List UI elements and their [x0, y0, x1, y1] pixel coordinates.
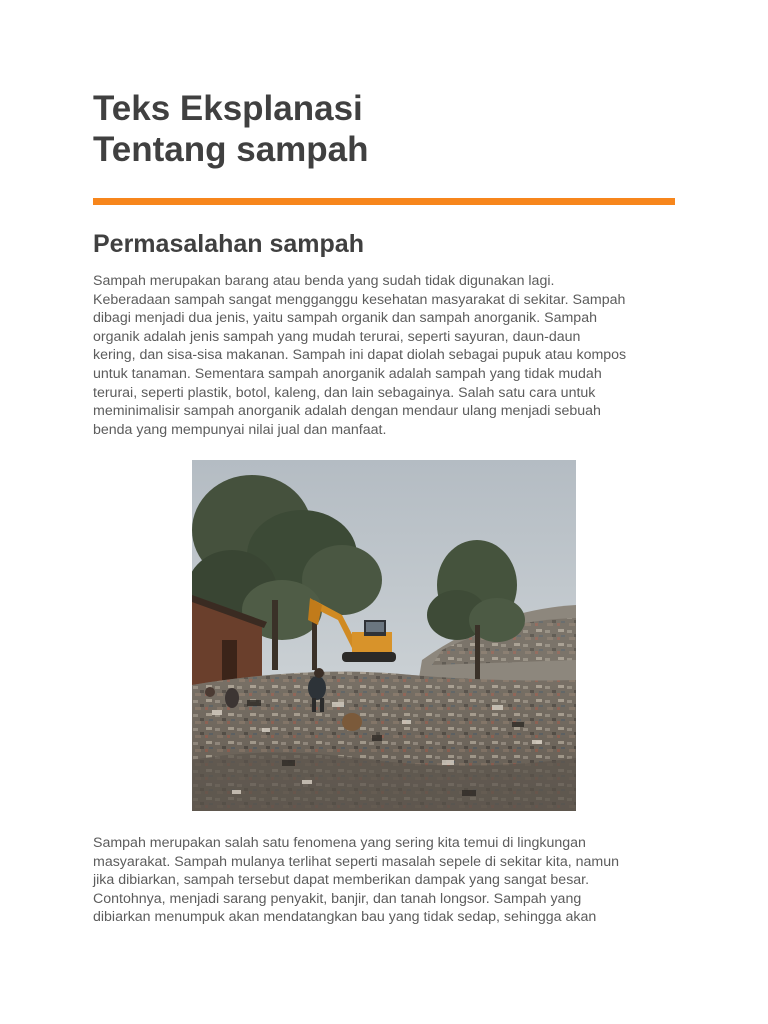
text-line: Sampah merupakan salah satu fenomena yang sering kita temui di lingkungan: [93, 835, 586, 851]
text-line: benda yang mempunyai nilai jual dan manfaat.: [93, 421, 387, 438]
text-line: dibagi menjadi dua jenis, yaitu sampah organik dan sampah anorganik. Sampah: [93, 310, 597, 327]
title-line: Teks Eksplanasi: [93, 89, 363, 128]
text-line: dibiarkan menumpuk akan mendatangkan bau yang tidak sedap, sehingga akan: [93, 909, 597, 926]
paragraph-continued: [93, 834, 683, 927]
accent-divider: [93, 198, 675, 205]
text-line: Sampah merupakan barang atau benda yang sudah tidak digunakan lagi.: [93, 273, 555, 289]
text-line: meminimalisir sampah anorganik adalah dengan mendaur ulang menjadi sebuah: [93, 403, 601, 420]
title-line: Tentang sampah: [93, 130, 369, 169]
paragraph-intro: [93, 272, 683, 439]
text-line: terurai, seperti plastik, botol, kaleng, dan lain sebagainya. Salah satu cara untuk: [93, 384, 596, 401]
landfill-photo: [192, 460, 576, 811]
text-line: Keberadaan sampah sangat mengganggu kesehatan masyarakat di sekitar. Sampah: [93, 291, 626, 308]
document-title: [93, 88, 653, 170]
text-line: masyarakat. Sampah mulanya terlihat seperti masalah sepele di sekitar kita, namun: [93, 853, 619, 870]
text-line: jika dibiarkan, sampah tersebut dapat memberikan dampak yang sangat besar.: [93, 872, 590, 889]
text-line: Contohnya, menjadi sarang penyakit, banjir, dan tanah longsor. Sampah yang: [93, 890, 582, 907]
section-heading: Permasalahan sampah: [93, 230, 364, 258]
text-line: organik adalah jenis sampah yang mudah terurai, seperti sayuran, daun-daun: [93, 328, 581, 345]
text-line: untuk tanaman. Sementara sampah anorganik adalah sampah yang tidak mudah: [93, 365, 602, 382]
text-line: kering, dan sisa-sisa makanan. Sampah ini dapat diolah sebagai pupuk atau kompos: [93, 347, 627, 364]
